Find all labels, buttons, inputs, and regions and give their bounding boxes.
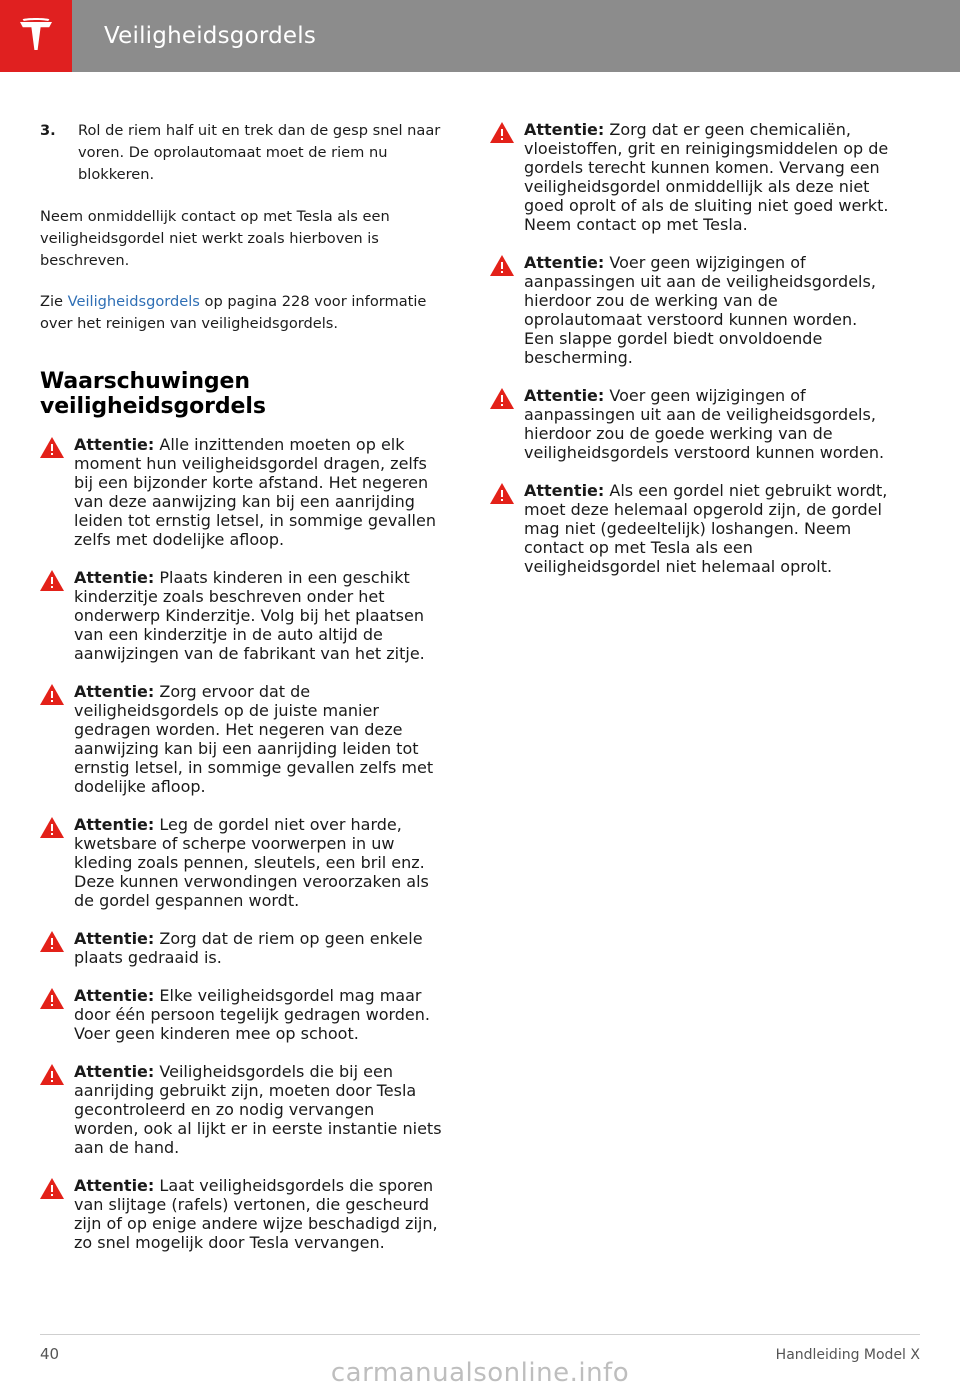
warning-text <box>74 568 442 663</box>
warning-label: Attentie: <box>74 986 155 1006</box>
warning-triangle-icon <box>40 435 74 458</box>
cross-reference-suffix: op pagina 228 voor informatie over het reinigen van veiligheidsgordels. <box>40 293 427 333</box>
warning-triangle-icon <box>40 1062 74 1085</box>
warning-text <box>74 1176 442 1252</box>
warning-text <box>74 929 442 967</box>
warning-item <box>40 929 442 967</box>
footer-row <box>40 1345 920 1363</box>
warning-item <box>490 253 892 367</box>
warning-body: Zorg dat de riem op geen enkele plaats gedraaid is. <box>74 929 423 968</box>
warning-item <box>40 1176 442 1252</box>
warning-text <box>74 682 442 796</box>
warning-text <box>74 1062 442 1157</box>
cross-reference-prefix: Zie <box>40 293 68 311</box>
warning-text <box>524 386 892 462</box>
warning-label: Attentie: <box>524 253 605 272</box>
warning-label: Attentie: <box>74 929 155 949</box>
warning-text <box>524 253 892 367</box>
warning-triangle-icon <box>40 986 74 1009</box>
warning-body: Alle inzittenden moeten op elk moment hun veiligheidsgordel dragen, zelfs bij een bijzonder korte afstand. Het negeren van deze aanwijzing kan bij een aanrijding leiden tot ernstig letsel, in sommige gevallen zelfs met dodelijke afloop. <box>74 435 436 550</box>
page-body <box>0 72 960 1396</box>
tesla-logo-icon <box>16 16 56 56</box>
warning-body: Als een gordel niet gebruikt wordt, moet deze helemaal opgerold zijn, de gordel mag niet (gedeeltelijk) loshangen. Neem contact op met Tesla als een veiligheidsgordel niet helemaal oprolt. <box>524 481 888 576</box>
right-column <box>490 120 892 595</box>
warning-item <box>40 568 442 663</box>
warning-triangle-icon <box>40 568 74 591</box>
numbered-step <box>40 120 442 187</box>
warning-triangle-icon <box>40 929 74 952</box>
warning-label: Attentie: <box>74 1176 155 1196</box>
warning-text <box>524 120 892 234</box>
warning-text <box>524 481 892 576</box>
warning-triangle-icon <box>40 1176 74 1199</box>
warning-body: Zorg dat er geen chemicaliën, vloeistoffen, grit en reinigingsmiddelen op de gordels terecht kunnen komen. Vervang een veiligheidsgordel onmiddellijk als deze niet goed oprolt of als de sluiting niet goed werkt. Neem contact op met Tesla. <box>524 120 889 234</box>
warning-body: Veiligheidsgordels die bij een aanrijding gebruikt zijn, moeten door Tesla gecontroleerd en zo nodig vervangen worden, ook al lijkt er in eerste instantie niets aan de hand. <box>74 1062 442 1158</box>
cross-reference-link[interactable]: Veiligheidsgordels <box>67 293 200 311</box>
warning-text <box>74 815 442 910</box>
warning-body: Elke veiligheidsgordel mag maar door één persoon tegelijk gedragen worden. Voer geen kinderen mee op schoot. <box>74 986 430 1044</box>
warning-label: Attentie: <box>74 815 155 835</box>
warning-item <box>40 435 442 549</box>
watermark: carmanualsonline.info <box>330 1358 630 1388</box>
warning-text <box>74 435 442 549</box>
warning-triangle-icon <box>490 253 524 276</box>
step-number: 3. <box>40 122 56 139</box>
warning-label: Attentie: <box>74 435 155 455</box>
page-title: Veiligheidsgordels <box>104 23 317 49</box>
footer-page-number: 40 <box>40 1345 60 1363</box>
warning-item <box>490 481 892 576</box>
warning-body: Voer geen wijzigingen of aanpassingen uit aan de veiligheidsgordels, hierdoor zou de werking van de oprolautomaat verstoord kunnen worden. Een slappe gordel biedt onvoldoende bescherming. <box>524 253 876 367</box>
warning-triangle-icon <box>490 120 524 143</box>
paragraph: Neem onmiddellijk contact op met Tesla als een veiligheidsgordel niet werkt zoals hierboven is beschreven. <box>40 207 390 269</box>
warning-text <box>74 986 442 1043</box>
warning-label: Attentie: <box>74 682 155 702</box>
warning-label: Attentie: <box>524 481 605 500</box>
warning-body: Laat veiligheidsgordels die sporen van slijtage (rafels) vertonen, die gescheurd zijn of op enige andere wijze beschadigd zijn, zo snel mogelijk door Tesla vervangen. <box>74 1176 438 1253</box>
warning-triangle-icon <box>40 815 74 838</box>
warning-item <box>490 120 892 234</box>
page-header <box>0 0 960 72</box>
warning-body: Zorg ervoor dat de veiligheidsgordels op de juiste manier gedragen worden. Het negeren van deze aanwijzing kan bij een aanrijding leiden tot ernstig letsel, in sommige gevallen zelfs met dodelijke afloop. <box>74 682 434 797</box>
footer-document-title: Handleiding Model X <box>775 1347 920 1363</box>
warning-body: Leg de gordel niet over harde, kwetsbare of scherpe voorwerpen in uw kleding zoals pennen, sleutels, een bril enz. Deze kunnen verwondingen veroorzaken als de gordel gespannen wordt. <box>74 815 429 911</box>
warning-label: Attentie: <box>74 1062 155 1082</box>
cross-reference <box>40 291 442 335</box>
warning-label: Attentie: <box>524 386 605 405</box>
warning-item <box>40 815 442 910</box>
warning-item <box>40 682 442 796</box>
warning-item <box>40 986 442 1043</box>
warning-triangle-icon <box>490 386 524 409</box>
warning-item <box>40 1062 442 1157</box>
warning-body: Voer geen wijzigingen of aanpassingen uit aan de veiligheidsgordels, hierdoor zou de goede werking van de veiligheidsgordels verstoord kunnen worden. <box>524 386 885 462</box>
tesla-logo-block <box>0 0 72 72</box>
warning-label: Attentie: <box>74 568 155 588</box>
left-column <box>40 120 442 1271</box>
section-heading: Waarschuwingen veiligheidsgordels <box>40 369 266 420</box>
warning-body: Plaats kinderen in een geschikt kinderzitje zoals beschreven onder het onderwerp Kinderzitje. Volg bij het plaatsen van een kinderzitje in de auto altijd de aanwijzingen van de fabrikant van het zitje. <box>74 568 425 664</box>
warning-item <box>490 386 892 462</box>
footer-divider <box>40 1334 920 1335</box>
two-column-layout <box>40 120 920 1271</box>
warning-triangle-icon <box>490 481 524 504</box>
step-text: Rol de riem half uit en trek dan de gesp snel naar voren. De oprolautomaat moet de riem nu blokkeren. <box>78 122 441 184</box>
warning-label: Attentie: <box>524 120 605 139</box>
warning-triangle-icon <box>40 682 74 705</box>
page-footer <box>0 1334 960 1396</box>
